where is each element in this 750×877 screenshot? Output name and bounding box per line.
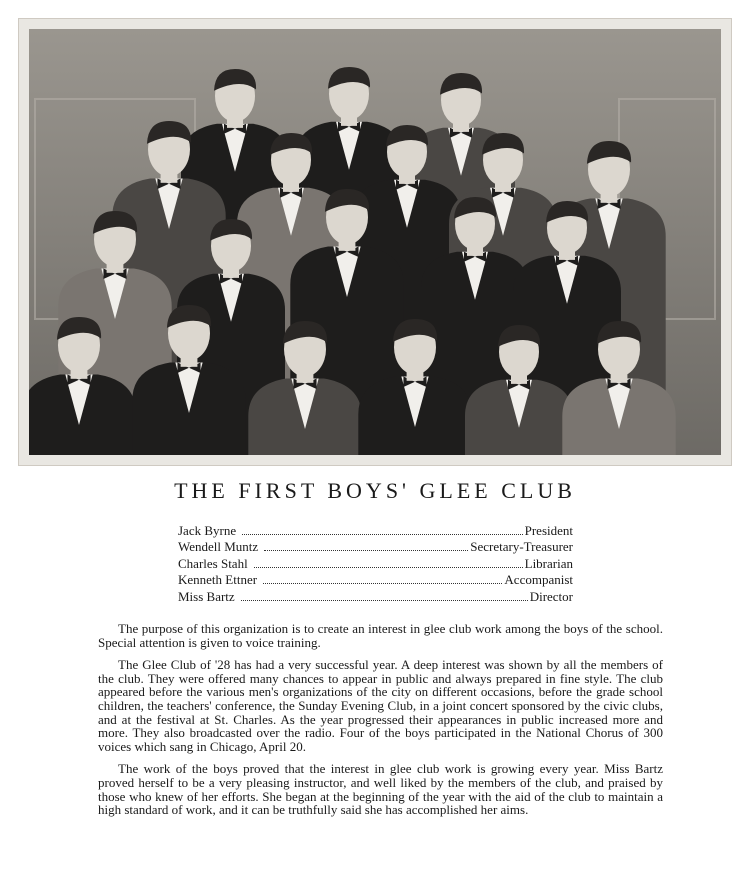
officer-role: President xyxy=(524,523,573,538)
officer-name: Miss Bartz xyxy=(178,588,235,604)
paragraph-year-summary: The Glee Club of '28 has had a very successful year. A deep interest was shown by all the members of the club. They were offered many chances to appear in public and always prepared in fine style. The club appeared before the various men's organizations of the city on different occasions, before the grade school children, the teachers' conference, the Sunday Evening Club, in a joint concert sponsored by the civic clubs, and at the festival at St. Charles. As the year progressed their appearances in public increased more and more. They also broadcasted over the radio. Four of the boys participated in the National Chorus of 300 voices which sang in Chicago, April 20. xyxy=(98,657,663,754)
officer-row xyxy=(178,589,573,605)
officer-name: Kenneth Ettner xyxy=(178,572,258,588)
officer-name: Wendell Muntz xyxy=(178,539,259,555)
article-body xyxy=(98,622,663,826)
officer-role: Director xyxy=(529,588,573,604)
leader-dots xyxy=(242,534,522,535)
officer-role: Librarian xyxy=(524,555,573,571)
officer-row xyxy=(178,539,573,555)
paragraph-purpose: The purpose of this organization is to create an interest in glee club work among the boys of the school. Special attention is given to voice training. xyxy=(98,621,663,650)
officer-role: Accompanist xyxy=(504,572,573,588)
leader-dots xyxy=(254,567,523,568)
photo-frame xyxy=(18,18,732,466)
leader-dots xyxy=(263,583,502,584)
officer-row xyxy=(178,556,573,572)
leader-dots xyxy=(241,600,528,601)
paragraph-director: The work of the boys proved that the interest in glee club work is growing every year. Miss Bartz proved herself to be a very pleasing instructor, and well liked by the members of the club, and praised by those who knew of her efforts. She began at the beginning of the year with the aid of the club to maintain a high standard of work, and it can be truthfully said she has accomplished her aims. xyxy=(98,761,663,818)
leader-dots xyxy=(264,550,468,551)
officer-name: Jack Byrne xyxy=(178,523,237,538)
officer-name: Charles Stahl xyxy=(178,555,248,571)
officer-row xyxy=(178,572,573,588)
officer-list xyxy=(178,523,573,605)
group-photograph-drawing xyxy=(29,29,721,455)
officer-row xyxy=(178,523,573,539)
group-photograph xyxy=(29,29,721,455)
officer-role: Secretary-Treasurer xyxy=(470,539,573,555)
page-title: THE FIRST BOYS' GLEE CLUB xyxy=(174,478,576,503)
